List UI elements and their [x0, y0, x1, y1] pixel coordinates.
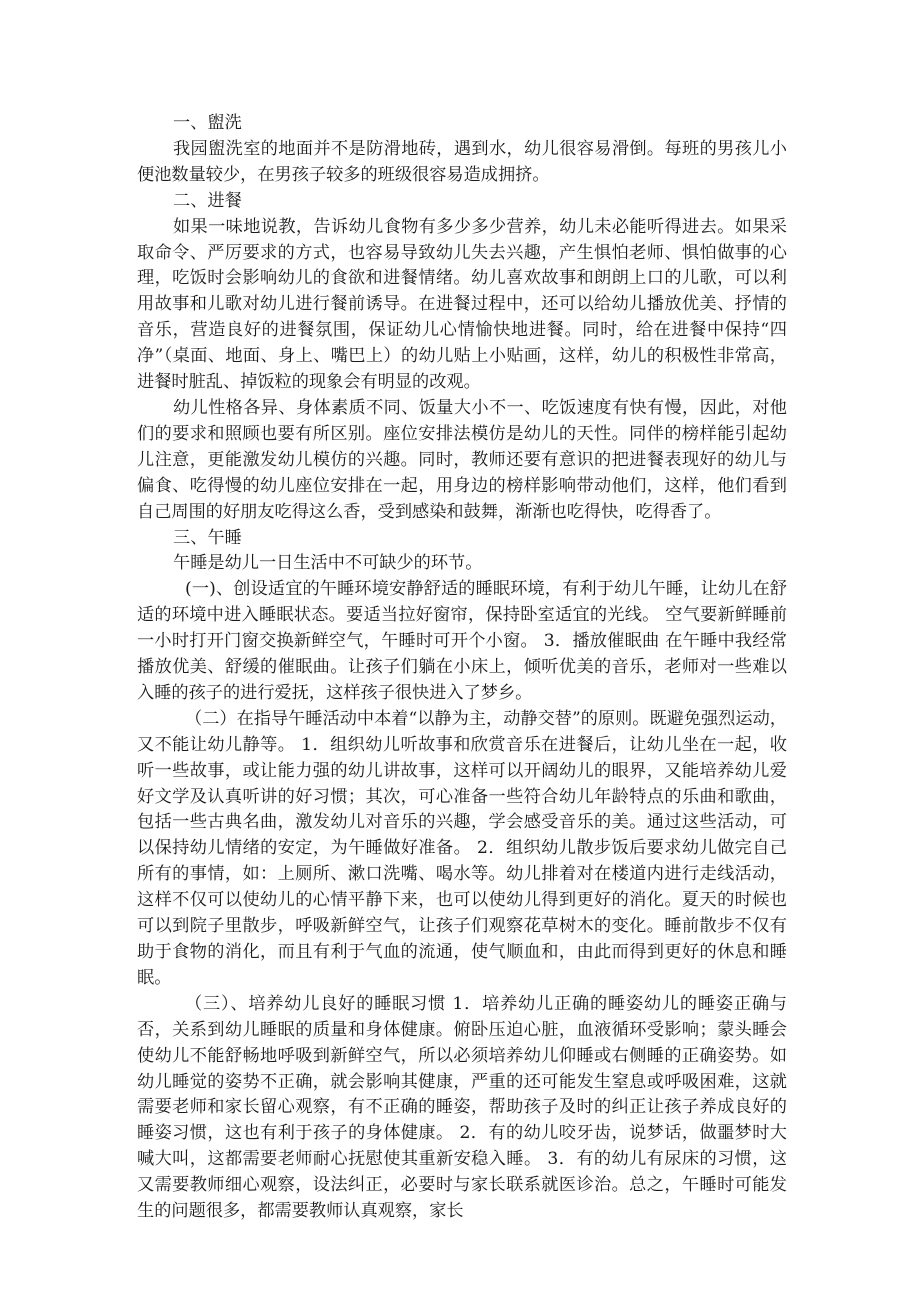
section-heading-meal: 二、进餐 [173, 190, 242, 211]
paragraph: 我园盥洗室的地面并不是防滑地砖，遇到水，幼儿很容易滑倒。每班的男孩儿小便池数量较少，在男孩子较多的班级很容易造成拥挤。 [137, 138, 787, 185]
paragraph: 午睡是幼儿一日生活中不可缺少的环节。 [173, 553, 483, 574]
subsection-paragraph: (一)、创设适宜的午睡环境安静舒适的睡眠环境，有利于幼儿午睡，让幼儿在舒适的环境中进入睡眠状态。要适当拉好窗帘，保持卧室适宜的光线。 空气要新鲜睡前一小时打开门窗交换新鲜空气，午睡时可开个小窗。 3．播放催眠曲 在午睡中我经常播放优美、舒缓的催眠曲。让孩子们躺在小床上，倾听优美的音乐，老师对一些难以入睡的孩子的进行爱抚，这样孩子很快进入了梦乡。 [137, 579, 787, 703]
section-heading-nap: 三、午睡 [173, 527, 242, 548]
document-body [137, 111, 787, 1225]
subsection-paragraph: （三）、培养幼儿良好的睡眠习惯 1．培养幼儿正确的睡姿幼儿的睡姿正确与否，关系到幼儿睡眠的质量和身体健康。俯卧压迫心脏，血液循环受影响；蒙头睡会使幼儿不能舒畅地呼吸到新鲜空气，所以必须培养幼儿仰睡或右侧睡的正确姿势。如幼儿睡觉的姿势不正确，就会影响其健康，严重的还可能发生窒息或呼吸困难，这就需要老师和家长留心观察，有不正确的睡姿，帮助孩子及时的纠正让孩子养成良好的睡姿习惯，这也有利于孩子的身体健康。 2．有的幼儿咬牙齿，说梦话，做噩梦时大喊大叫，这都需要老师耐心抚慰使其重新安稳入睡。 3．有的幼儿有尿床的习惯，这又需要教师细心观察，设法纠正，必要时与家长联系就医诊治。总之，午睡时可能发生的问题很多，都需要教师认真观察，家长 [137, 993, 787, 1222]
subsection-paragraph: （二）在指导午睡活动中本着“以静为主，动静交替”的原则。既避免强烈运动，又不能让幼儿静等。 1．组织幼儿听故事和欣赏音乐在进餐后，让幼儿坐在一起，收听一些故事，或让能力强的幼儿讲故事，这样可以开阔幼儿的眼界，又能培养幼儿爱好文学及认真听讲的好习惯；其次，可心准备一些符合幼儿年龄特点的乐曲和歌曲，包括一些古典名曲，激发幼儿对音乐的兴趣，学会感受音乐的美。通过这些活动，可以保持幼儿情绪的安定，为午睡做好准备。 2．组织幼儿散步饭后要求幼儿做完自己所有的事情，如：上厕所、漱口洗嘴、喝水等。幼儿排着对在楼道内进行走线活动，这样不仅可以使幼儿的心情平静下来，也可以使幼儿得到更好的消化。夏天的时候也可以到院子里散步，呼吸新鲜空气，让孩子们观察花草树木的变化。睡前散步不仅有助于食物的消化，而且有利于气血的流通，使气顺血和，由此而得到更好的休息和睡眠。 [137, 708, 787, 988]
paragraph: 幼儿性格各异、身体素质不同、饭量大小不一、吃饭速度有快有慢，因此，对他们的要求和照顾也要有所区别。座位安排法模仿是幼儿的天性。同伴的榜样能引起幼儿注意，更能激发幼儿模仿的兴趣。同时，教师还要有意识的把进餐表现好的幼儿与偏食、吃得慢的幼儿座位安排在一起，用身边的榜样影响带动他们，这样，他们看到自己周围的好朋友吃得这么香，受到感染和鼓舞，渐渐也吃得快，吃得香了。 [137, 397, 787, 522]
section-heading-wash: 一、盥洗 [173, 113, 242, 133]
paragraph: 如果一味地说教，告诉幼儿食物有多少多少营养，幼儿未必能听得进去。如果采取命令、严厉要求的方式，也容易导致幼儿失去兴趣，产生惧怕老师、惧怕做事的心理，吃饭时会影响幼儿的食欲和进餐情绪。幼儿喜欢故事和朗朗上口的儿歌，可以利用故事和儿歌对幼儿进行餐前诱导。在进餐过程中，还可以给幼儿播放优美、抒情的音乐，营造良好的进餐氛围，保证幼儿心情愉快地进餐。同时，给在进餐中保持“四净”（桌面、地面、身上、嘴巴上）的幼儿贴上小贴画，这样，幼儿的积极性非常高，进餐时脏乱、掉饭粒的现象会有明显的改观。 [137, 216, 787, 393]
